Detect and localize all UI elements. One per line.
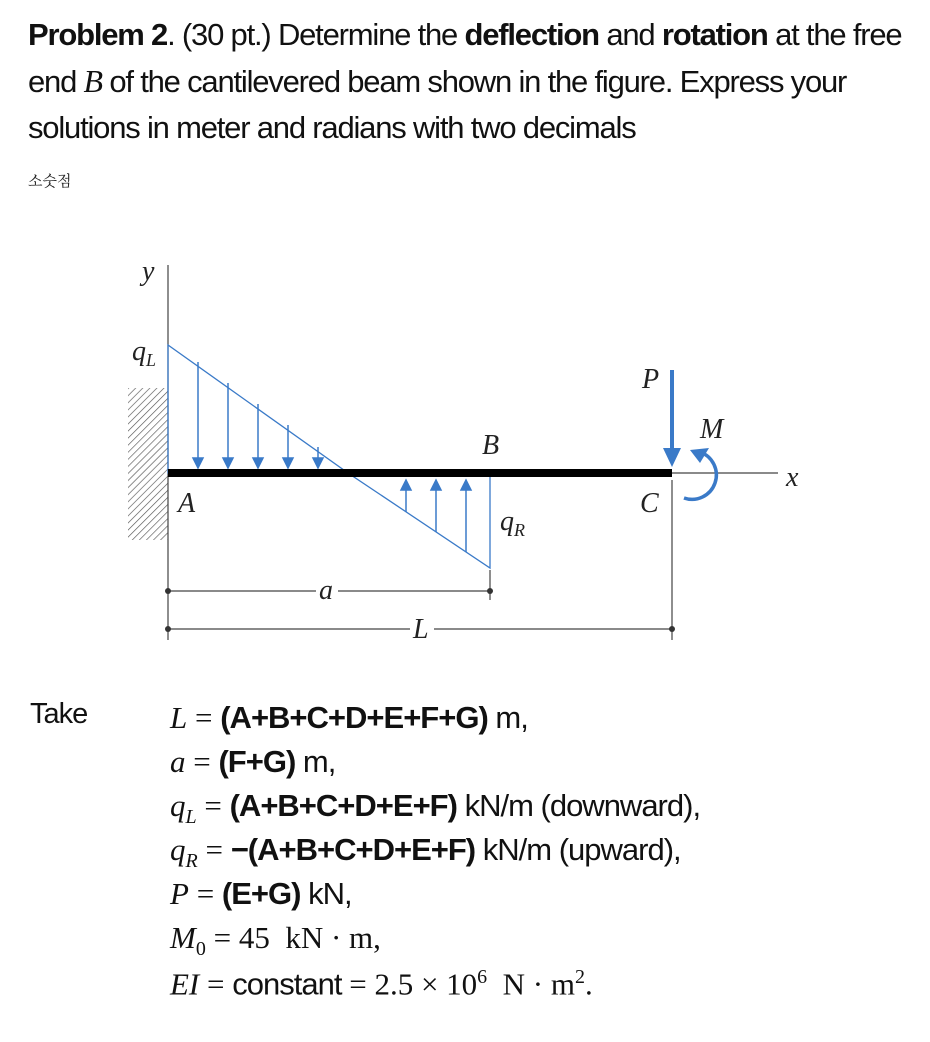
eq-M0: $M_0 = 45$ kN · m,: [170, 920, 381, 961]
point-C-label: C: [640, 488, 659, 519]
load-arrows-down: [193, 362, 323, 468]
load-P-label: P: [642, 364, 660, 395]
y-axis-label: y: [142, 256, 155, 287]
problem-label: Problem 2: [28, 17, 168, 52]
point-load-P-arrow: [663, 370, 681, 467]
qR-sub: R: [514, 520, 525, 540]
eq-P: P = (E+G) kN,: [170, 876, 352, 911]
dimension-L-label: L: [413, 614, 429, 645]
eq-L: L = (A+B+C+D+E+F+G) m,: [170, 700, 528, 735]
problem-points: (30 pt.): [181, 17, 271, 52]
problem-text-1: Determine the: [277, 17, 458, 52]
problem-text-4: of the cantilevered beam shown in the figure. Express your solutions in meter and radians with two decimals: [28, 64, 847, 145]
qR-label: q: [500, 506, 514, 537]
eq-a: a = (F+G) m,: [170, 744, 336, 779]
eq-qL: $q_L = (A+B+C+D+E+F)$ kN/m (downward),: [170, 788, 701, 829]
qL-label: q: [132, 336, 146, 367]
keyword-rotation: rotation: [661, 17, 768, 52]
svg-text:qL: [132, 336, 156, 370]
problem-text-3: at the free end: [28, 17, 902, 99]
point-B-label: B: [482, 430, 500, 461]
beam: [168, 469, 672, 477]
problem-statement: Problem 2. (30 pt.) Determine the deflection and rotation at the free end B of the cantilevered beam shown in the figure. Express your solutions in meter and radians with two decimals: [28, 17, 902, 145]
eq-EI: EI = constant = $2.5 \times 10^6$ $N \cdot m^2$.: [170, 966, 593, 1002]
x-axis-label: x: [786, 462, 799, 493]
eq-qR: $q_R = -(A+B+C+D+E+F)$ kN/m (upward),: [170, 832, 681, 873]
problem-text-2: and: [606, 17, 655, 52]
svg-text:qR: [500, 506, 525, 540]
take-label: Take: [30, 698, 88, 730]
variable-B: B: [83, 63, 102, 99]
keyword-deflection: deflection: [464, 17, 599, 52]
qL-sub: L: [146, 350, 157, 370]
fixed-support: [128, 388, 168, 540]
point-A-label: A: [178, 488, 196, 519]
moment-M-label: M: [700, 414, 724, 445]
korean-note: 소숫점: [28, 172, 72, 190]
dimension-a-label: a: [319, 575, 333, 606]
moment-M-arrow: [684, 448, 716, 499]
